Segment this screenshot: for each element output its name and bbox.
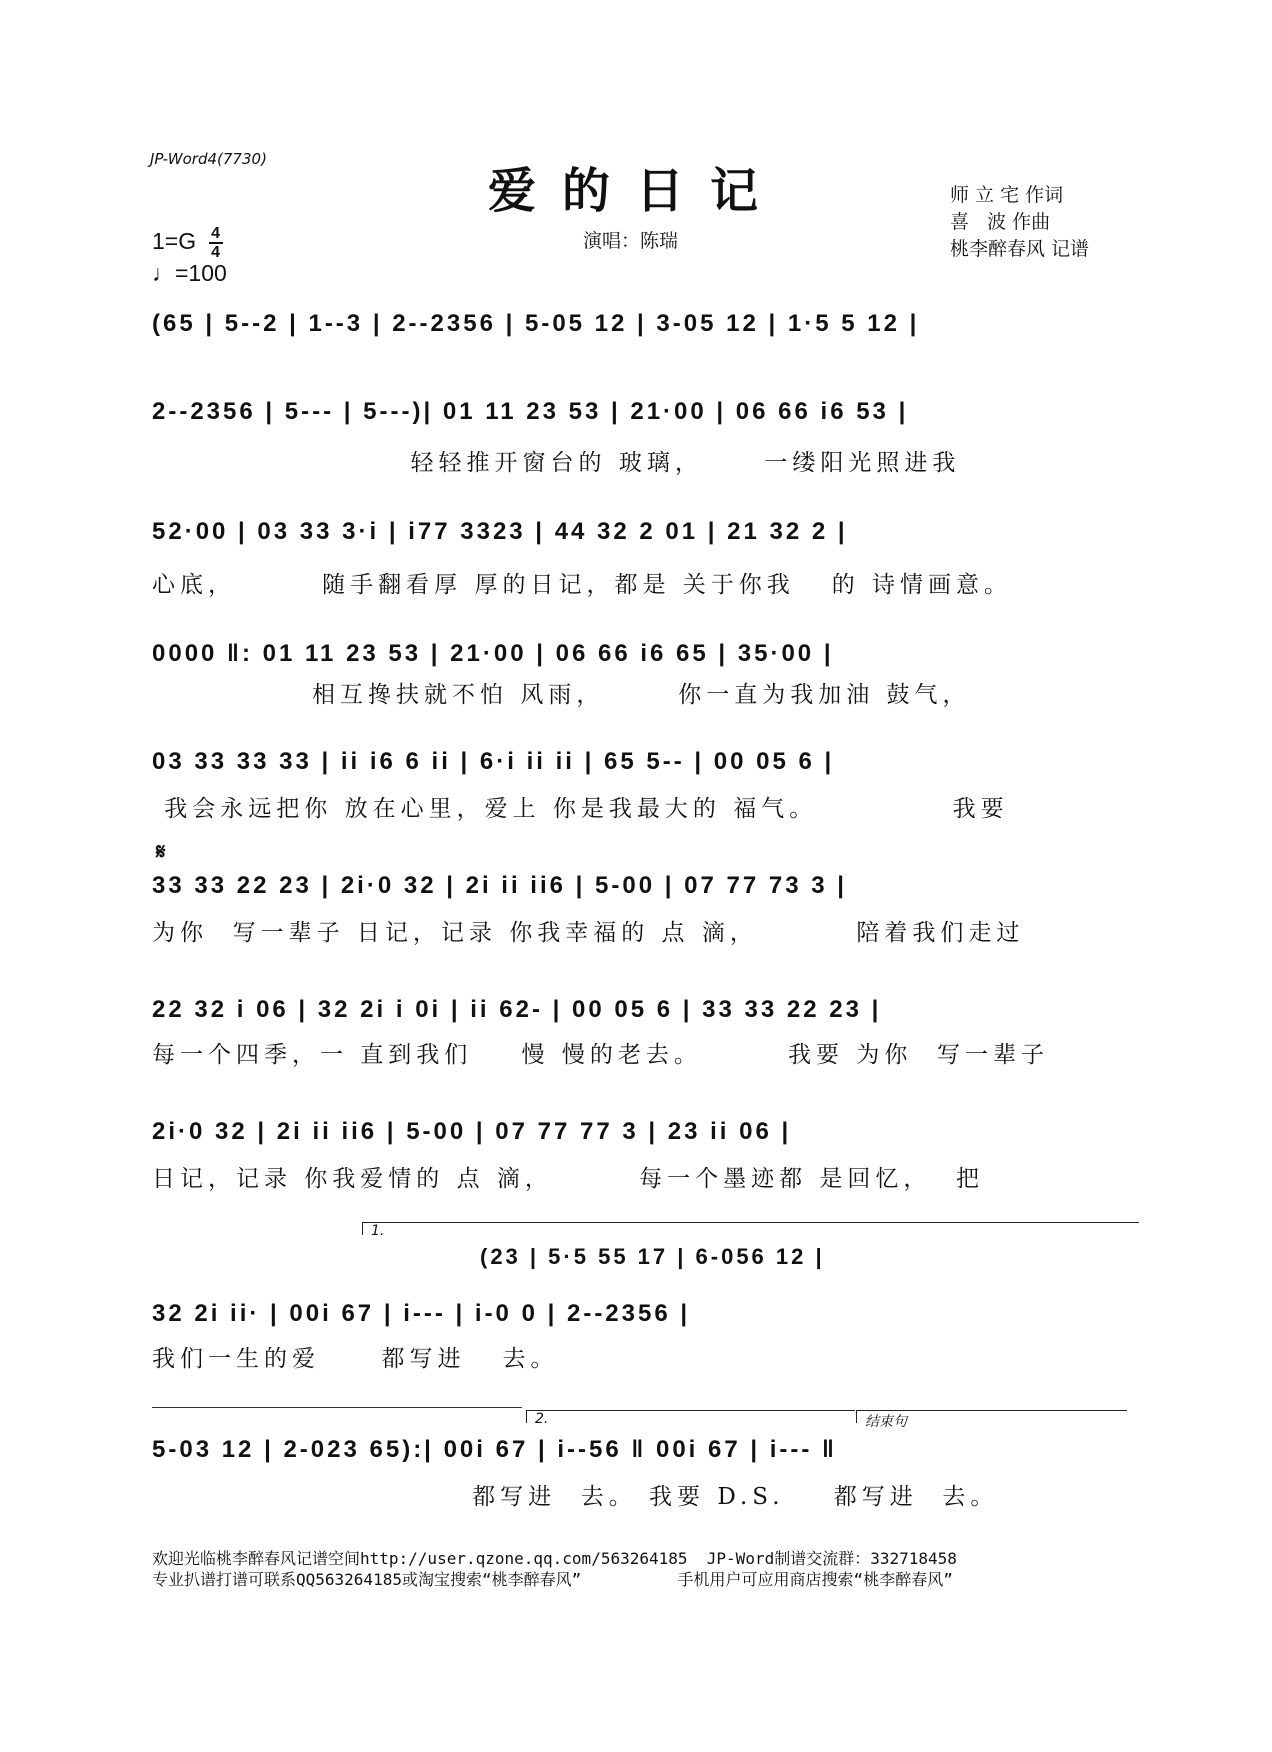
notation-line-1: (65 | 5--2 | 1--3 | 2--2356 | 5-05 12 | 3-05 12 | 1·5 5 12 | (152, 310, 920, 337)
lyrics-line-5: 我会永远把你 放在心里，爱上 你是我最大的 福气。 我要 (152, 796, 1009, 822)
segno-icon: 𝄋 (156, 840, 166, 865)
lyrics-line-8: 日记，记录 你我爱情的 点 滴， 每一个墨迹都 是回忆， 把 (152, 1166, 985, 1192)
quarter-note-icon: ♩ (152, 260, 175, 286)
tempo-marking (152, 260, 227, 287)
ending-label: 结束句 (865, 1414, 907, 1430)
lyrics-line-6: 为你 写一辈子 日记，记录 你我幸福的 点 滴， 陪着我们走过 (152, 920, 1025, 946)
lyrics-line-4: 相互搀扶就不怕 风雨， 你一直为我加油 鼓气， (152, 682, 971, 708)
lyrics-line-7: 每一个四季，一 直到我们 慢 慢的老去。 我要 为你 写一辈子 (152, 1042, 1049, 1068)
notation-line-3: 52·00 | 03 33 3·i | i77 3323 | 44 32 2 01 | 21 32 2 | (152, 518, 848, 545)
lyrics-line-10: 都写进 去。 我要 D.S. 都写进 去。 (152, 1484, 999, 1510)
interlude-line: (23 | 5·5 55 17 | 6-056 12 | (480, 1244, 825, 1269)
software-label: JP-Word4(7730) (150, 150, 267, 168)
volta-2-label: 2. (535, 1411, 549, 1427)
notation-line-8: 2i·0 32 | 2i ii ii6 | 5-00 | 07 77 77 3 | 23 ii 06 | (152, 1118, 792, 1145)
tempo-value: =100 (175, 260, 227, 286)
notation-line-9: 32 2i ii· | 00i 67 | i--- | i-0 0 | 2--2356 | (152, 1300, 691, 1327)
notation-line-6: 33 33 22 23 | 2i·0 32 | 2i ii ii6 | 5-00 | 07 77 73 3 | (152, 872, 847, 899)
bracket-line (152, 1407, 522, 1408)
lyrics-line-9: 我们一生的爱 都写进 去。 (152, 1346, 559, 1372)
notation-line-2: 2--2356 | 5--- | 5---)| 01 11 23 53 | 21·00 | 06 66 i6 53 | (152, 398, 909, 425)
song-title: 爱的日记 (487, 163, 784, 219)
volta-bracket-1 (362, 1222, 1139, 1239)
credits (950, 182, 1089, 263)
transcriber-credit: 桃李醉春风 记谱 (950, 238, 1090, 260)
time-sig-top: 4 (211, 225, 220, 242)
notation-line-5: 03 33 33 33 | ii i6 6 ii | 6·i ii ii | 65 5-- | 00 05 6 | (152, 748, 835, 775)
lyricist-credit: 师 立 宅 作词 (950, 184, 1064, 206)
notation-line-4: 0000 ‖: 01 11 23 53 | 21·00 | 06 66 i6 65 | 35·00 | (152, 640, 834, 667)
volta-bracket-2 (526, 1410, 855, 1427)
notation-line-7: 22 32 i 06 | 32 2i i 0i | ii 62- | 00 05 6 | 33 33 22 23 | (152, 996, 882, 1023)
time-sig-bottom: 4 (211, 244, 220, 261)
singer: 演唱：陈瑞 (583, 230, 679, 252)
ending-bracket (856, 1410, 1127, 1430)
footer (152, 1548, 957, 1590)
volta-1-label: 1. (371, 1223, 385, 1239)
key-signature (152, 226, 223, 260)
lyrics-line-2: 轻轻推开窗台的 玻璃， 一缕阳光照进我 (152, 450, 961, 476)
footer-line-2: 专业扒谱打谱可联系QQ563264185或淘宝搜索“桃李醉春风” 手机用户可应用商店搜索“桃李醉春风” (152, 1570, 953, 1589)
lyrics-line-3: 心底， 随手翻看厚 厚的日记，都是 关于你我 的 诗情画意。 (152, 572, 1013, 598)
composer-credit: 喜 波 作曲 (950, 211, 1051, 233)
notation-line-10: 5-03 12 | 2-023 65):| 00i 67 | i--56 ‖ 00i 67 | i--- ‖ (152, 1436, 837, 1463)
footer-line-1: 欢迎光临桃李醉春风记谱空间http://user.qzone.qq.com/563264185 JP-Word制谱交流群：332718458 (152, 1549, 957, 1568)
key-label: 1=G (152, 228, 197, 255)
time-signature (209, 226, 223, 260)
